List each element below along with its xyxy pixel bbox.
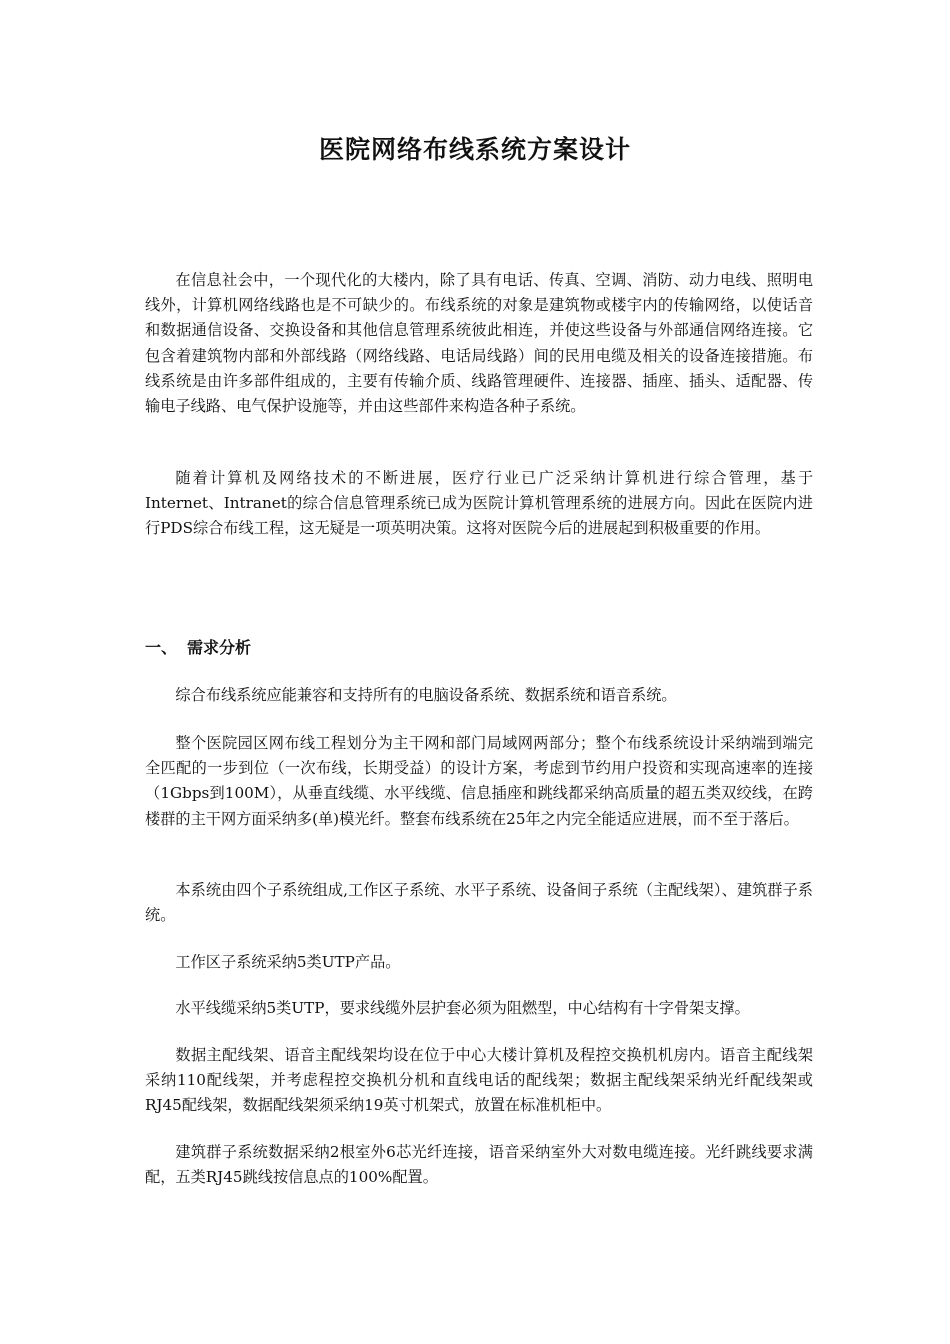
section-paragraph-7: 建筑群子系统数据采纳2根室外6芯光纤连接，语音采纳室外大对数电缆连接。光纤跳线要求满配，五类RJ45跳线按信息点的100%配置。 — [145, 1143, 813, 1187]
intro-paragraph-1: 在信息社会中，一个现代化的大楼内，除了具有电话、传真、空调、消防、动力电线、照明电线外，计算机网络线路也是不可缺少的。布线系统的对象是建筑物或楼宇内的传输网络，以使话音和数据通信设备、交换设备和其他信息管理系统彼此相连，并使这些设备与外部通信网络连接。它包含着建筑物内部和外部线路（网络线路、电话局线路）间的民用电缆及相关的设备连接措施。布线系统是由许多部件组成的，主要有传输介质、线路管理硬件、连接器、插座、插头、适配器、传输电子线路、电气保护设施等，并由这些部件来构造各种子系统。 — [145, 271, 813, 416]
section-paragraph-1: 综合布线系统应能兼容和支持所有的电脑设备系统、数据系统和语音系统。 — [175, 686, 677, 704]
section-paragraph-2: 整个医院园区网布线工程划分为主干网和部门局域网两部分；整个布线系统设计采纳端到端完全匹配的一步到位（一次布线，长期受益）的设计方案，考虑到节约用户投资和实现高速率的连接（1Gbps到100M），从垂直线缆、水平线缆、信息插座和跳线都采纳高质量的超五类双绞线，在跨楼群的主干网方面采纳多(单)模光纤。整套布线系统在25年之内完全能适应进展，而不至于落后。 — [145, 734, 813, 828]
section-heading — [145, 636, 251, 660]
section-number: 一、 — [145, 638, 178, 657]
intro-paragraph-2: 随着计算机及网络技术的不断进展，医疗行业已广泛采纳计算机进行综合管理，基于Internet、Intranet的综合信息管理系统已成为医院计算机管理系统的进展方向。因此在医院内进行PDS综合布线工程，这无疑是一项英明决策。这将对医院今后的进展起到积极重要的作用。 — [145, 469, 813, 538]
section-title: 需求分析 — [187, 638, 252, 657]
section-paragraph-5: 水平线缆采纳5类UTP，要求线缆外层护套必须为阻燃型，中心结构有十字骨架支撑。 — [175, 999, 750, 1017]
section-paragraph-6: 数据主配线架、语音主配线架均设在位于中心大楼计算机及程控交换机机房内。语音主配线架采纳110配线架，并考虑程控交换机分机和直线电话的配线架；数据主配线架采纳光纤配线架或RJ45配线架，数据配线架须采纳19英寸机架式，放置在标准机柜中。 — [145, 1046, 813, 1115]
document-title: 医院网络布线系统方案设计 — [318, 135, 631, 164]
section-paragraph-4: 工作区子系统采纳5类UTP产品。 — [175, 953, 401, 971]
section-paragraph-3: 本系统由四个子系统组成,工作区子系统、水平子系统、设备间子系统（主配线架）、建筑群子系统。 — [145, 881, 813, 925]
